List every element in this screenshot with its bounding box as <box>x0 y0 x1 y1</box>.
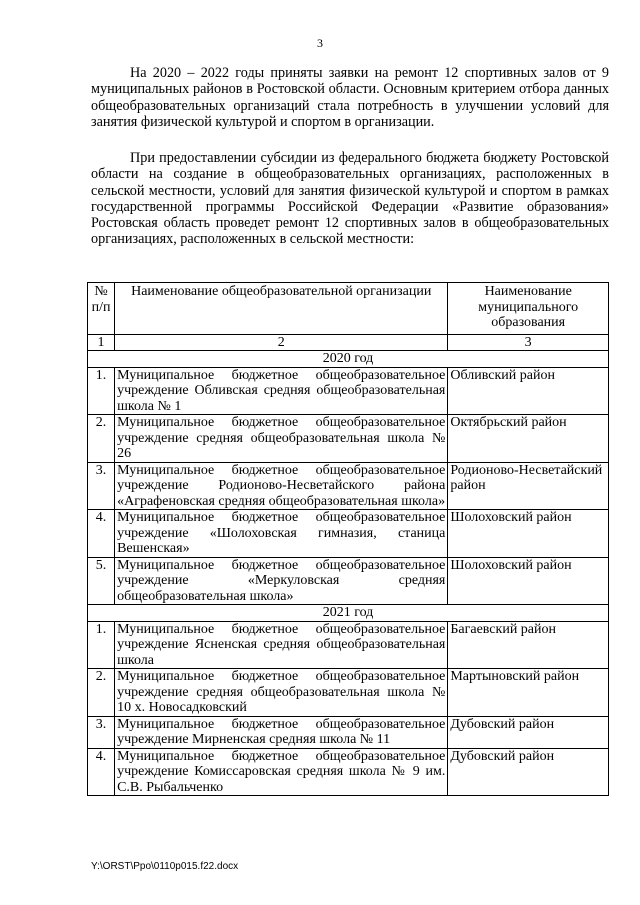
paragraph-applications: На 2020 – 2022 годы приняты заявки на ремонт 12 спортивных залов от 9 муниципальных районов в Ростовской области. Основным критерием отбора данных общеобразовательных организаций стала потребность в улучшении условий для занятия физической культурой и спортом в организации. <box>91 65 609 130</box>
sports-halls-table <box>87 282 609 796</box>
table-row <box>88 557 609 605</box>
row-number: 2. <box>88 669 115 717</box>
row-number: 4. <box>88 510 115 558</box>
table-row <box>88 669 609 717</box>
year-row <box>88 605 609 622</box>
row-organization: Муниципальное бюджетное общеобразовательное учреждение средняя общеобразовательная школа № 26 <box>115 415 448 463</box>
row-organization: Муниципальное бюджетное общеобразовательное учреждение «Меркуловская средняя общеобразовательная школа» <box>115 557 448 605</box>
row-municipality: Обливский район <box>448 367 609 415</box>
row-municipality: Дубовский район <box>448 716 609 748</box>
year-label: 2020 год <box>88 351 609 368</box>
row-organization: Муниципальное бюджетное общеобразовательное учреждение Мирненская средняя школа № 11 <box>115 716 448 748</box>
row-municipality: Шолоховский район <box>448 510 609 558</box>
year-label: 2021 год <box>88 605 609 622</box>
row-number: 1. <box>88 367 115 415</box>
row-number: 2. <box>88 415 115 463</box>
row-organization: Муниципальное бюджетное общеобразовательное учреждение Родионово-Несветайского района «Аграфеновская средняя общеобразовательная школа» <box>115 462 448 510</box>
table-row <box>88 716 609 748</box>
table-row <box>88 462 609 510</box>
row-municipality: Октябрьский район <box>448 415 609 463</box>
table-row <box>88 510 609 558</box>
table-header-row <box>88 283 609 335</box>
row-number: 4. <box>88 748 115 796</box>
table-row <box>88 621 609 669</box>
column-index: 1 <box>88 334 115 351</box>
row-organization: Муниципальное бюджетное общеобразовательное учреждение средняя общеобразовательная школа № 10 х. Новосадковский <box>115 669 448 717</box>
column-index: 2 <box>115 334 448 351</box>
column-index-row <box>88 334 609 351</box>
paragraph-subsidy: При предоставлении субсидии из федерального бюджета бюджету Ростовской области на создание в общеобразовательных организациях, расположенных в сельской местности, условий для занятия физической культурой и спортом в рамках государственной программы Российской Федерации «Развитие образования» Ростовская область проведет ремонт 12 спортивных залов в общеобразовательных организациях, расположенных в сельской местности: <box>91 150 609 248</box>
year-row <box>88 351 609 368</box>
column-index: 3 <box>448 334 609 351</box>
row-organization: Муниципальное бюджетное общеобразовательное учреждение Обливская средняя общеобразовательная школа № 1 <box>115 367 448 415</box>
row-organization: Муниципальное бюджетное общеобразовательное учреждение Комиссаровская средняя школа № 9 им. С.В. Рыбальченко <box>115 748 448 796</box>
row-municipality: Багаевский район <box>448 621 609 669</box>
file-path-footer: Y:\ORST\Ppo\0110p015.f22.docx <box>91 861 239 872</box>
row-number: 1. <box>88 621 115 669</box>
header-organization: Наименование общеобразовательной организации <box>115 283 448 335</box>
page-number: 3 <box>317 36 323 50</box>
table-row <box>88 367 609 415</box>
row-number: 3. <box>88 462 115 510</box>
header-number: № п/п <box>88 283 115 335</box>
row-municipality: Мартыновский район <box>448 669 609 717</box>
row-number: 5. <box>88 557 115 605</box>
row-municipality: Родионово-Несветайский район <box>448 462 609 510</box>
row-organization: Муниципальное бюджетное общеобразовательное учреждение Ясненская средняя общеобразовательная школа <box>115 621 448 669</box>
header-municipality: Наименование муниципального образования <box>448 283 609 335</box>
row-municipality: Дубовский район <box>448 748 609 796</box>
row-municipality: Шолоховский район <box>448 557 609 605</box>
table-row <box>88 415 609 463</box>
row-organization: Муниципальное бюджетное общеобразовательное учреждение «Шолоховская гимназия, станица Вешенская» <box>115 510 448 558</box>
table-row <box>88 748 609 796</box>
row-number: 3. <box>88 716 115 748</box>
